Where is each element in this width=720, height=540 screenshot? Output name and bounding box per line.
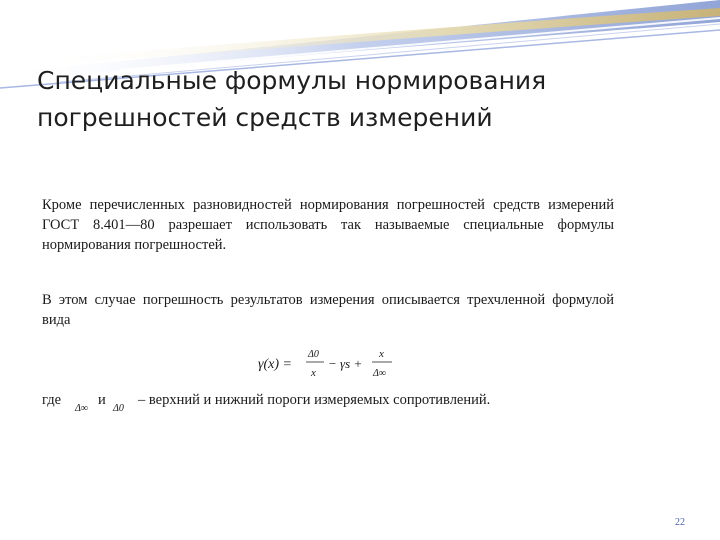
paragraph-formula-intro: В этом случае погрешность результатов измерения описывается трехчленной формулой вида xyxy=(42,292,614,328)
formula-term1-denominator: x xyxy=(311,367,316,379)
formula-lhs: γ(x) = xyxy=(258,357,293,372)
error-formula xyxy=(256,344,416,384)
svg-text:Δ0: Δ0 xyxy=(113,403,124,414)
paragraph-intro: Кроме перечисленных разновидностей нормирования погрешностей средств измерений ГОСТ 8.401—80 разрешает использовать так называемые специальные формулы нормирования погрешностей. xyxy=(42,197,614,253)
slide-title: Специальные формулы нормирования погрешностей средств измерений xyxy=(37,66,547,132)
page-number: 22 xyxy=(675,517,685,528)
formula-term1-numerator: Δ0 xyxy=(308,349,319,360)
formula-middle: − γs + xyxy=(328,356,363,371)
formula-term2-denominator: Δ∞ xyxy=(373,368,386,379)
svg-text:Δ∞: Δ∞ xyxy=(75,403,88,414)
upper-threshold-symbol xyxy=(74,398,96,416)
where-prefix: где xyxy=(42,392,62,408)
lower-threshold-symbol xyxy=(112,398,132,416)
thresholds-definition xyxy=(42,392,622,422)
where-suffix: – верхний и нижний пороги измеряемых сопротивлений. xyxy=(138,392,491,408)
where-and: и xyxy=(98,392,106,408)
formula-term2-numerator: x xyxy=(379,348,384,360)
